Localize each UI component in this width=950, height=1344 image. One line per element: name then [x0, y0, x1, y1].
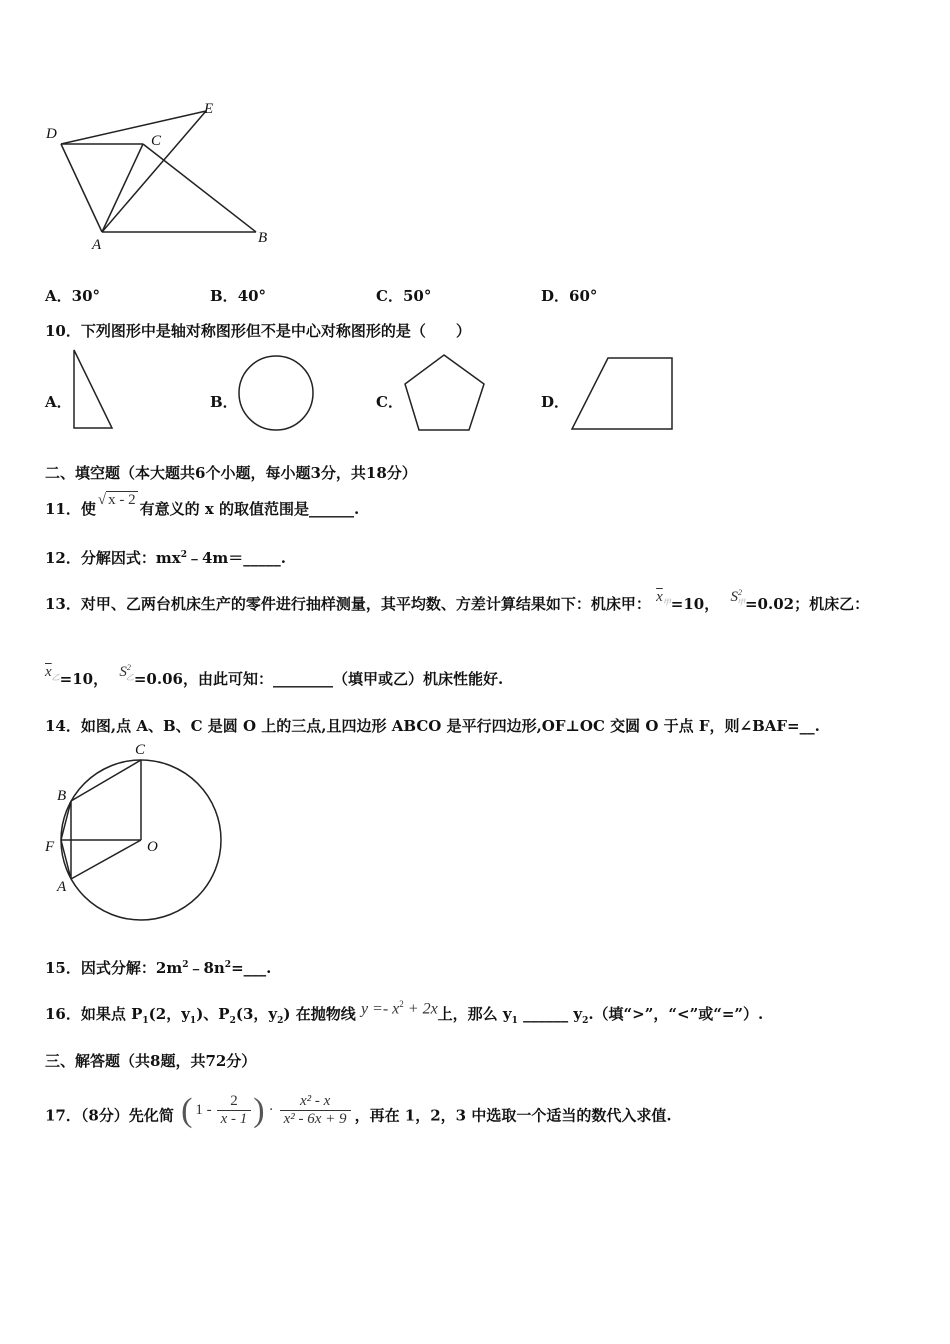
label-A: A — [92, 237, 102, 253]
label-B: B — [57, 788, 67, 804]
q13-line1: 13．对甲、乙两台机床生产的零件进行抽样测量，其平均数、方差计算结果如下：机床甲： $\overline{x}_甲=10$， $S^2_甲=0.02$；机床乙： — [45, 588, 870, 613]
label-B: B — [258, 230, 268, 246]
q9-option-d: D．60° — [541, 287, 598, 305]
q9-option-c: C．50° — [376, 287, 432, 305]
q10-option-a-label: A． — [45, 393, 72, 411]
mean-yi-symbol: $\overline{x}_乙$ — [45, 664, 60, 682]
q9-figure — [40, 95, 280, 255]
q9-option-b: B．40° — [210, 287, 267, 305]
q10-option-c-label: C． — [376, 393, 403, 411]
segment-AC — [102, 144, 143, 232]
parabola-formula: $y =- x^2 + 2x$ — [360, 998, 438, 1017]
q15: 15．因式分解：$2m^2﹣8n^2=\_\_\_$. — [45, 959, 272, 977]
q17: 17．（8分）先化简 ( 1 - 2 x - 1 ) · x² - x x² - 6x + 9 ，再在 1，2，3 中选取一个适当的数代入求值. — [45, 1091, 672, 1129]
simplify-expression: ( 1 - 2 x - 1 ) · x² - x x² - 6x + 9 — [181, 1093, 353, 1128]
q10-pentagon — [402, 352, 488, 434]
q10-circle — [236, 353, 316, 433]
q10-option-b-label: B． — [210, 393, 238, 411]
q9-option-a: A．30° — [45, 287, 101, 305]
segment-FA — [61, 840, 71, 879]
q10-trapezoid — [568, 355, 676, 433]
label-A: A — [57, 879, 67, 895]
label-E: E — [204, 101, 214, 117]
sqrt-expression: √ x - 2 — [97, 492, 136, 508]
segment-DE — [61, 111, 206, 144]
mean-jia-symbol: $\overline{x}_甲$ — [656, 589, 671, 607]
label-F: F — [45, 839, 55, 855]
q10-option-d-label: D． — [541, 393, 570, 411]
segment-BF — [61, 801, 71, 840]
var-jia-symbol: $S^2_甲$ — [730, 588, 745, 607]
segment-CB — [143, 144, 256, 232]
q10-stem: 10．下列图形中是轴对称图形但不是中心对称图形的是（ ） — [45, 322, 471, 340]
q16: 16．如果点 $P_1(2$，$y_1$)、$P_2(3$，$y_2$) 在抛物线 $y =- x^2 + 2x$上，那么 $y_1$ ______ $y_2$.（填“>”，“<”或“=”）. — [45, 998, 764, 1026]
label-C: C — [151, 133, 162, 149]
label-O: O — [147, 839, 158, 855]
q14-circle-figure — [40, 740, 230, 925]
label-C: C — [135, 742, 146, 758]
q14-stem: 14．如图,点 A、B、C 是圆 O 上的三点,且四边形 ABCO 是平行四边形,OF⊥OC 交圆 O 于点 F，则∠BAF=__. — [45, 717, 820, 735]
q10-right-triangle — [70, 348, 116, 432]
segment-CB — [71, 760, 141, 801]
var-yi-symbol: $S^2_乙$ — [119, 663, 134, 682]
segment-AE — [102, 111, 206, 232]
q13-line2: $\overline{x}_乙=10$， $S^2_乙=0.06$，由此可知：________（填甲或乙）机床性能好. — [45, 663, 504, 688]
label-D: D — [46, 126, 57, 142]
section-2-title: 二、填空题（本大题共6个小题，每小题3分，共18分） — [45, 464, 417, 482]
q12: 12．分解因式：$mx^2﹣4m=\_\_\_\_\_$. — [45, 549, 286, 567]
segment-DA — [61, 144, 102, 232]
segment-AO — [71, 840, 141, 879]
section-3-title: 三、解答题（共8题，共72分） — [45, 1052, 257, 1070]
q11: 11．使 √ x - 2 有意义的 x 的取值范围是______. — [45, 492, 360, 518]
